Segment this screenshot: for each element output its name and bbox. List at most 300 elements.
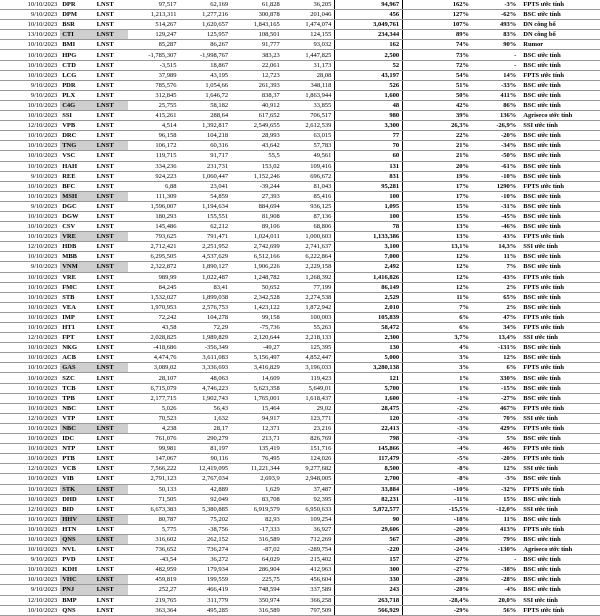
change-cell-1: 12% (403, 262, 472, 272)
type-cell: LNST (96, 70, 128, 80)
value-cell-3: 5,623,358 (231, 383, 283, 393)
ticker-cell: HAH (60, 161, 95, 171)
date-cell: 12/10/2023 (0, 121, 60, 131)
table-row (0, 50, 600, 60)
table-row (0, 10, 600, 20)
date-cell: 10/10/2023 (0, 423, 60, 433)
date-cell: 10/10/2023 (0, 434, 60, 444)
value-cell-3: 27,393 (231, 191, 283, 201)
table-row (0, 595, 600, 605)
change-cell-1: 1% (403, 373, 472, 383)
value-cell-2: 1,022,487 (180, 272, 232, 282)
change-cell-1: 72% (403, 60, 472, 70)
value-cell-4: 2,741,637 (283, 242, 335, 252)
value-cell-3: 383,23 (231, 50, 283, 60)
table-row (0, 464, 600, 474)
value-cell-4: 23,216 (283, 423, 335, 433)
type-cell: LNST (96, 585, 128, 595)
change-cell-2: -12,0% (472, 504, 519, 514)
source-cell: BSC ước tính (519, 252, 600, 262)
type-cell: LNST (96, 595, 128, 605)
source-cell: FPTS ước tính (519, 363, 600, 373)
table-row (0, 161, 600, 171)
value-cell-3: 350,974 (231, 595, 283, 605)
date-cell: 10/10/2023 (0, 444, 60, 454)
estimate-cell: 82,231 (335, 494, 403, 504)
source-cell: Agriseco ước tính (519, 111, 600, 121)
source-cell: BSC ước tính (519, 161, 600, 171)
value-cell-3: 1,423,122 (231, 302, 283, 312)
type-cell: LNST (96, 534, 128, 544)
value-cell-4: 123,771 (283, 413, 335, 423)
value-cell-3: 316,589 (231, 534, 283, 544)
value-cell-3: 83,708 (231, 494, 283, 504)
change-cell-2: 1290% (472, 181, 519, 191)
source-cell: BSC ước tính (519, 60, 600, 70)
change-cell-2: 12% (472, 353, 519, 363)
source-cell: SSI ước tính (519, 242, 600, 252)
ticker-cell: IMP (60, 312, 95, 322)
type-cell: LNST (96, 343, 128, 353)
value-cell-2: 72,29 (180, 323, 232, 333)
date-cell: 10/10/2023 (0, 100, 60, 110)
ticker-cell: PNJ (60, 585, 95, 595)
table-row (0, 555, 600, 565)
source-cell: SSI ước tính (519, 333, 600, 343)
change-cell-2: 47% (472, 312, 519, 322)
value-cell-1: 736,652 (128, 545, 180, 555)
value-cell-1: 85,287 (128, 40, 180, 50)
value-cell-2: 311,779 (180, 595, 232, 605)
value-cell-4: 2,612,539 (283, 121, 335, 131)
value-cell-1: 219,765 (128, 595, 180, 605)
change-cell-2: -3% (472, 0, 519, 10)
change-cell-1: 39% (403, 111, 472, 121)
change-cell-1: -15,5% (403, 504, 472, 514)
change-cell-1: 22% (403, 131, 472, 141)
change-cell-1: 20% (403, 161, 472, 171)
change-cell-2: -3% (472, 474, 519, 484)
table-row (0, 151, 600, 161)
change-cell-2: 43% (472, 232, 519, 242)
value-cell-4: 151,716 (283, 444, 335, 454)
change-cell-2: 11% (472, 252, 519, 262)
change-cell-1: 3% (403, 363, 472, 373)
date-cell: 12/10/2023 (0, 413, 60, 423)
ticker-cell: VSC (60, 151, 95, 161)
ticker-cell: VEA (60, 302, 95, 312)
type-cell: LNST (96, 10, 128, 20)
change-cell-1: 3,7% (403, 333, 472, 343)
value-cell-1: 5,026 (128, 403, 180, 413)
source-cell: FPTS ước tính (519, 232, 600, 242)
ticker-cell: VNM (60, 262, 95, 272)
value-cell-2: 5,380,885 (180, 504, 232, 514)
change-cell-1: -2% (403, 403, 472, 413)
value-cell-2: 466,419 (180, 585, 232, 595)
estimate-cell: 300 (335, 565, 403, 575)
value-cell-1: 6,673,383 (128, 504, 180, 514)
table-row (0, 444, 600, 454)
type-cell: LNST (96, 50, 128, 60)
date-cell: 9/10/2023 (0, 80, 60, 90)
value-cell-4: 68,806 (283, 222, 335, 232)
source-cell: BSC ước tính (519, 141, 600, 151)
value-cell-1: 72,242 (128, 312, 180, 322)
type-cell: LNST (96, 121, 128, 131)
source-cell: Rumor (519, 40, 600, 50)
table-row (0, 454, 600, 464)
value-cell-4: 936,125 (283, 201, 335, 211)
type-cell: LNST (96, 272, 128, 282)
type-cell: LNST (96, 232, 128, 242)
estimate-cell: 3,100 (335, 242, 403, 252)
change-cell-2: - (472, 60, 519, 70)
value-cell-2: 104,218 (180, 131, 232, 141)
type-cell: LNST (96, 141, 128, 151)
table-row (0, 30, 600, 40)
estimate-cell: 3,049,761 (335, 20, 403, 30)
change-cell-2: 90% (472, 40, 519, 50)
ticker-cell: NKG (60, 343, 95, 353)
type-cell: LNST (96, 545, 128, 555)
estimate-cell: 78 (335, 222, 403, 232)
table-row (0, 413, 600, 423)
type-cell: LNST (96, 252, 128, 262)
value-cell-4: 49,561 (283, 151, 335, 161)
type-cell: LNST (96, 524, 128, 534)
value-cell-4: 2,229,158 (283, 262, 335, 272)
value-cell-3: 1,024,011 (231, 232, 283, 242)
estimate-cell: 105,839 (335, 312, 403, 322)
date-cell: 10/10/2023 (0, 50, 60, 60)
change-cell-2: 2% (472, 282, 519, 292)
value-cell-4: 37,487 (283, 484, 335, 494)
estimate-cell: 3,300 (335, 121, 403, 131)
value-cell-3: -17,333 (231, 524, 283, 534)
estimate-cell: 980 (335, 111, 403, 121)
change-cell-1: -20% (403, 524, 472, 534)
ticker-cell: DPR (60, 0, 95, 10)
change-cell-1: -5% (403, 454, 472, 464)
change-cell-2: 70% (472, 413, 519, 423)
estimate-cell: 2,500 (335, 50, 403, 60)
value-cell-2: 288,64 (180, 111, 232, 121)
table-row (0, 141, 600, 151)
change-cell-1: 17% (403, 181, 472, 191)
change-cell-1: -29% (403, 605, 472, 615)
change-cell-1: 74% (403, 40, 472, 50)
table-row (0, 201, 600, 211)
ticker-cell: MSH (60, 191, 95, 201)
change-cell-1: 21% (403, 151, 472, 161)
value-cell-2: 90,116 (180, 454, 232, 464)
source-cell: SSI ước tính (519, 595, 600, 605)
estimate-cell: 456 (335, 10, 403, 20)
value-cell-3: 12,371 (231, 423, 283, 433)
source-cell: FPTS ước tính (519, 312, 600, 322)
value-cell-3: 28,993 (231, 131, 283, 141)
change-cell-1: -3% (403, 434, 472, 444)
value-cell-2: 1,194,634 (180, 201, 232, 211)
value-cell-2: 199,559 (180, 575, 232, 585)
source-cell: BSC ước tính (519, 353, 600, 363)
change-cell-1: -20% (403, 534, 472, 544)
ticker-cell: PTB (60, 454, 95, 464)
ticker-cell: DRC (60, 131, 95, 141)
change-cell-2: 86% (472, 100, 519, 110)
value-cell-1: 1,532,027 (128, 292, 180, 302)
value-cell-4: 109,254 (283, 514, 335, 524)
estimate-cell: 1,133,386 (335, 232, 403, 242)
source-cell: BSC ước tính (519, 514, 600, 524)
value-cell-2: 81,197 (180, 444, 232, 454)
type-cell: LNST (96, 353, 128, 363)
date-cell: 10/10/2023 (0, 302, 60, 312)
ticker-cell: HT1 (60, 323, 95, 333)
value-cell-4: 9,277,682 (283, 464, 335, 474)
estimate-cell: 58,472 (335, 323, 403, 333)
date-cell: 10/10/2023 (0, 474, 60, 484)
change-cell-2: -38% (472, 565, 519, 575)
estimate-cell: 567 (335, 534, 403, 544)
table-row (0, 524, 600, 534)
table-row (0, 211, 600, 221)
value-cell-1: 37,989 (128, 70, 180, 80)
value-cell-3: 55,5 (231, 151, 283, 161)
value-cell-2: 4,537,629 (180, 252, 232, 262)
value-cell-1: 6,295,505 (128, 252, 180, 262)
table-row (0, 181, 600, 191)
date-cell: 10/10/2023 (0, 353, 60, 363)
ticker-cell: PVD (60, 555, 95, 565)
value-cell-2: 36,272 (180, 555, 232, 565)
source-cell: FPTS ước tính (519, 524, 600, 534)
value-cell-1: 2,028,825 (128, 333, 180, 343)
type-cell: LNST (96, 454, 128, 464)
value-cell-4: 119,423 (283, 373, 335, 383)
estimate-cell: 263,718 (335, 595, 403, 605)
date-cell: 10/10/2023 (0, 323, 60, 333)
value-cell-1: 793,625 (128, 232, 180, 242)
value-cell-4: 81,043 (283, 181, 335, 191)
value-cell-2: 1,890,127 (180, 262, 232, 272)
date-cell: 10/10/2023 (0, 545, 60, 555)
value-cell-1: 70,523 (128, 413, 180, 423)
value-cell-2: 83,41 (180, 282, 232, 292)
estimate-cell: 831 (335, 171, 403, 181)
estimate-cell: 70 (335, 141, 403, 151)
date-cell: 10/10/2023 (0, 141, 60, 151)
value-cell-3: 1,765,001 (231, 393, 283, 403)
value-cell-3: -75,736 (231, 323, 283, 333)
value-cell-1: 129,247 (128, 30, 180, 40)
date-cell: 10/10/2023 (0, 292, 60, 302)
value-cell-1: 50,133 (128, 484, 180, 494)
value-cell-3: 2,342,528 (231, 292, 283, 302)
estimate-cell: 120 (335, 413, 403, 423)
estimate-cell: 77 (335, 131, 403, 141)
table-row (0, 323, 600, 333)
value-cell-2: 1,902,743 (180, 393, 232, 403)
value-cell-3: 11,221,344 (231, 464, 283, 474)
table-row (0, 605, 600, 615)
source-cell: BSC ước tính (519, 383, 600, 393)
type-cell: LNST (96, 302, 128, 312)
estimate-cell: 1,600 (335, 393, 403, 403)
estimate-cell: 8,500 (335, 464, 403, 474)
table-row (0, 343, 600, 353)
value-cell-4: 2,274,538 (283, 292, 335, 302)
type-cell: LNST (96, 333, 128, 343)
date-cell: 10/10/2023 (0, 191, 60, 201)
value-cell-1: 84,245 (128, 282, 180, 292)
change-cell-2: 493% (472, 20, 519, 30)
ticker-cell: SZC (60, 373, 95, 383)
change-cell-2: 411% (472, 90, 519, 100)
value-cell-4: 85,416 (283, 191, 335, 201)
table-row (0, 262, 600, 272)
change-cell-1: 12% (403, 282, 472, 292)
date-cell: 10/10/2023 (0, 514, 60, 524)
type-cell: LNST (96, 0, 128, 10)
table-row (0, 282, 600, 292)
source-cell: BSC ước tính (519, 292, 600, 302)
value-cell-4: 93,032 (283, 40, 335, 50)
value-cell-3: -87,02 (231, 545, 283, 555)
table-row (0, 363, 600, 373)
value-cell-1: 7,566,222 (128, 464, 180, 474)
value-cell-4: -289,754 (283, 545, 335, 555)
change-cell-1: -24% (403, 545, 472, 555)
value-cell-4: 124,155 (283, 30, 335, 40)
type-cell: LNST (96, 222, 128, 232)
value-cell-3: 2,549,655 (231, 121, 283, 131)
date-cell: 10/10/2023 (0, 222, 60, 232)
source-cell: FPTS ước tính (519, 0, 600, 10)
value-cell-3: 213,71 (231, 434, 283, 444)
value-cell-3: 61,828 (231, 0, 283, 10)
value-cell-1: 4,238 (128, 423, 180, 433)
change-cell-2: 43% (472, 272, 519, 282)
table-row (0, 373, 600, 383)
value-cell-1: 145,486 (128, 222, 180, 232)
estimate-cell: 117,479 (335, 454, 403, 464)
source-cell: BSC ước tính (519, 393, 600, 403)
date-cell: 9/10/2023 (0, 262, 60, 272)
source-cell: BSC ước tính (519, 575, 600, 585)
value-cell-3: 99,158 (231, 312, 283, 322)
value-cell-2: 155,551 (180, 211, 232, 221)
ticker-cell: CTI (60, 30, 95, 40)
value-cell-4: 201,046 (283, 10, 335, 20)
type-cell: LNST (96, 605, 128, 615)
source-cell: FPTS ước tính (519, 403, 600, 413)
ticker-cell: BSR (60, 20, 95, 30)
value-cell-2: 1,899,038 (180, 292, 232, 302)
value-cell-3: 5,156,497 (231, 353, 283, 363)
type-cell: LNST (96, 434, 128, 444)
table-row (0, 171, 600, 181)
ticker-cell: NBC (60, 423, 95, 433)
ticker-cell: PDR (60, 80, 95, 90)
date-cell: 12/10/2023 (0, 464, 60, 474)
change-cell-2: 330% (472, 373, 519, 383)
ticker-cell: VRE (60, 232, 95, 242)
type-cell: LNST (96, 201, 128, 211)
date-cell: 10/10/2023 (0, 383, 60, 393)
table-row (0, 90, 600, 100)
type-cell: LNST (96, 151, 128, 161)
ticker-cell: GAS (60, 363, 95, 373)
date-cell: 10/10/2023 (0, 181, 60, 191)
source-cell: BSC ước tính (519, 100, 600, 110)
value-cell-2: 1,054,66 (180, 80, 232, 90)
source-cell: DN công bố (519, 20, 600, 30)
type-cell: LNST (96, 464, 128, 474)
estimate-cell: 121 (335, 373, 403, 383)
table-row (0, 565, 600, 575)
value-cell-2: 262,152 (180, 534, 232, 544)
table-row (0, 434, 600, 444)
value-cell-3: 3,416,829 (231, 363, 283, 373)
source-cell: SSI ước tính (519, 121, 600, 131)
estimate-cell: 243 (335, 585, 403, 595)
value-cell-2: 231,731 (180, 161, 232, 171)
change-cell-1: 42% (403, 100, 472, 110)
type-cell: LNST (96, 100, 128, 110)
date-cell: 10/10/2023 (0, 565, 60, 575)
value-cell-4: 3,196,033 (283, 363, 335, 373)
source-cell: BSC ước tính (519, 534, 600, 544)
table-row (0, 312, 600, 322)
value-cell-2: 1,989,829 (180, 333, 232, 343)
change-cell-2: -61% (472, 161, 519, 171)
table-row (0, 575, 600, 585)
value-cell-2: 92,049 (180, 494, 232, 504)
type-cell: LNST (96, 363, 128, 373)
change-cell-2: 7% (472, 262, 519, 272)
estimate-cell: 5,700 (335, 383, 403, 393)
ticker-cell: QNS (60, 605, 95, 615)
source-cell: FPTS ước tính (519, 181, 600, 191)
estimate-cell: 130 (335, 343, 403, 353)
change-cell-1: -3% (403, 413, 472, 423)
value-cell-3: 6,919,579 (231, 504, 283, 514)
value-cell-1: -3,515 (128, 60, 180, 70)
estimate-cell: 100 (335, 191, 403, 201)
value-cell-2: 60,316 (180, 141, 232, 151)
table-row (0, 545, 600, 555)
value-cell-1: -418,686 (128, 343, 180, 353)
estimate-cell: 2,010 (335, 302, 403, 312)
change-cell-2: -45% (472, 211, 519, 221)
estimate-cell: 1,600 (335, 90, 403, 100)
value-cell-4: 456,604 (283, 575, 335, 585)
change-cell-1: 21% (403, 141, 472, 151)
ticker-cell: SSI (60, 111, 95, 121)
type-cell: LNST (96, 312, 128, 322)
type-cell: LNST (96, 474, 128, 484)
date-cell: 10/10/2023 (0, 252, 60, 262)
date-cell: 9/10/2023 (0, 555, 60, 565)
estimate-cell: 7,000 (335, 252, 403, 262)
change-cell-1: 12% (403, 252, 472, 262)
value-cell-1: -1,785,307 (128, 50, 180, 60)
value-cell-4: 1,447,825 (283, 50, 335, 60)
date-cell: 10/10/2023 (0, 605, 60, 615)
source-cell: FPTS ước tính (519, 70, 600, 80)
